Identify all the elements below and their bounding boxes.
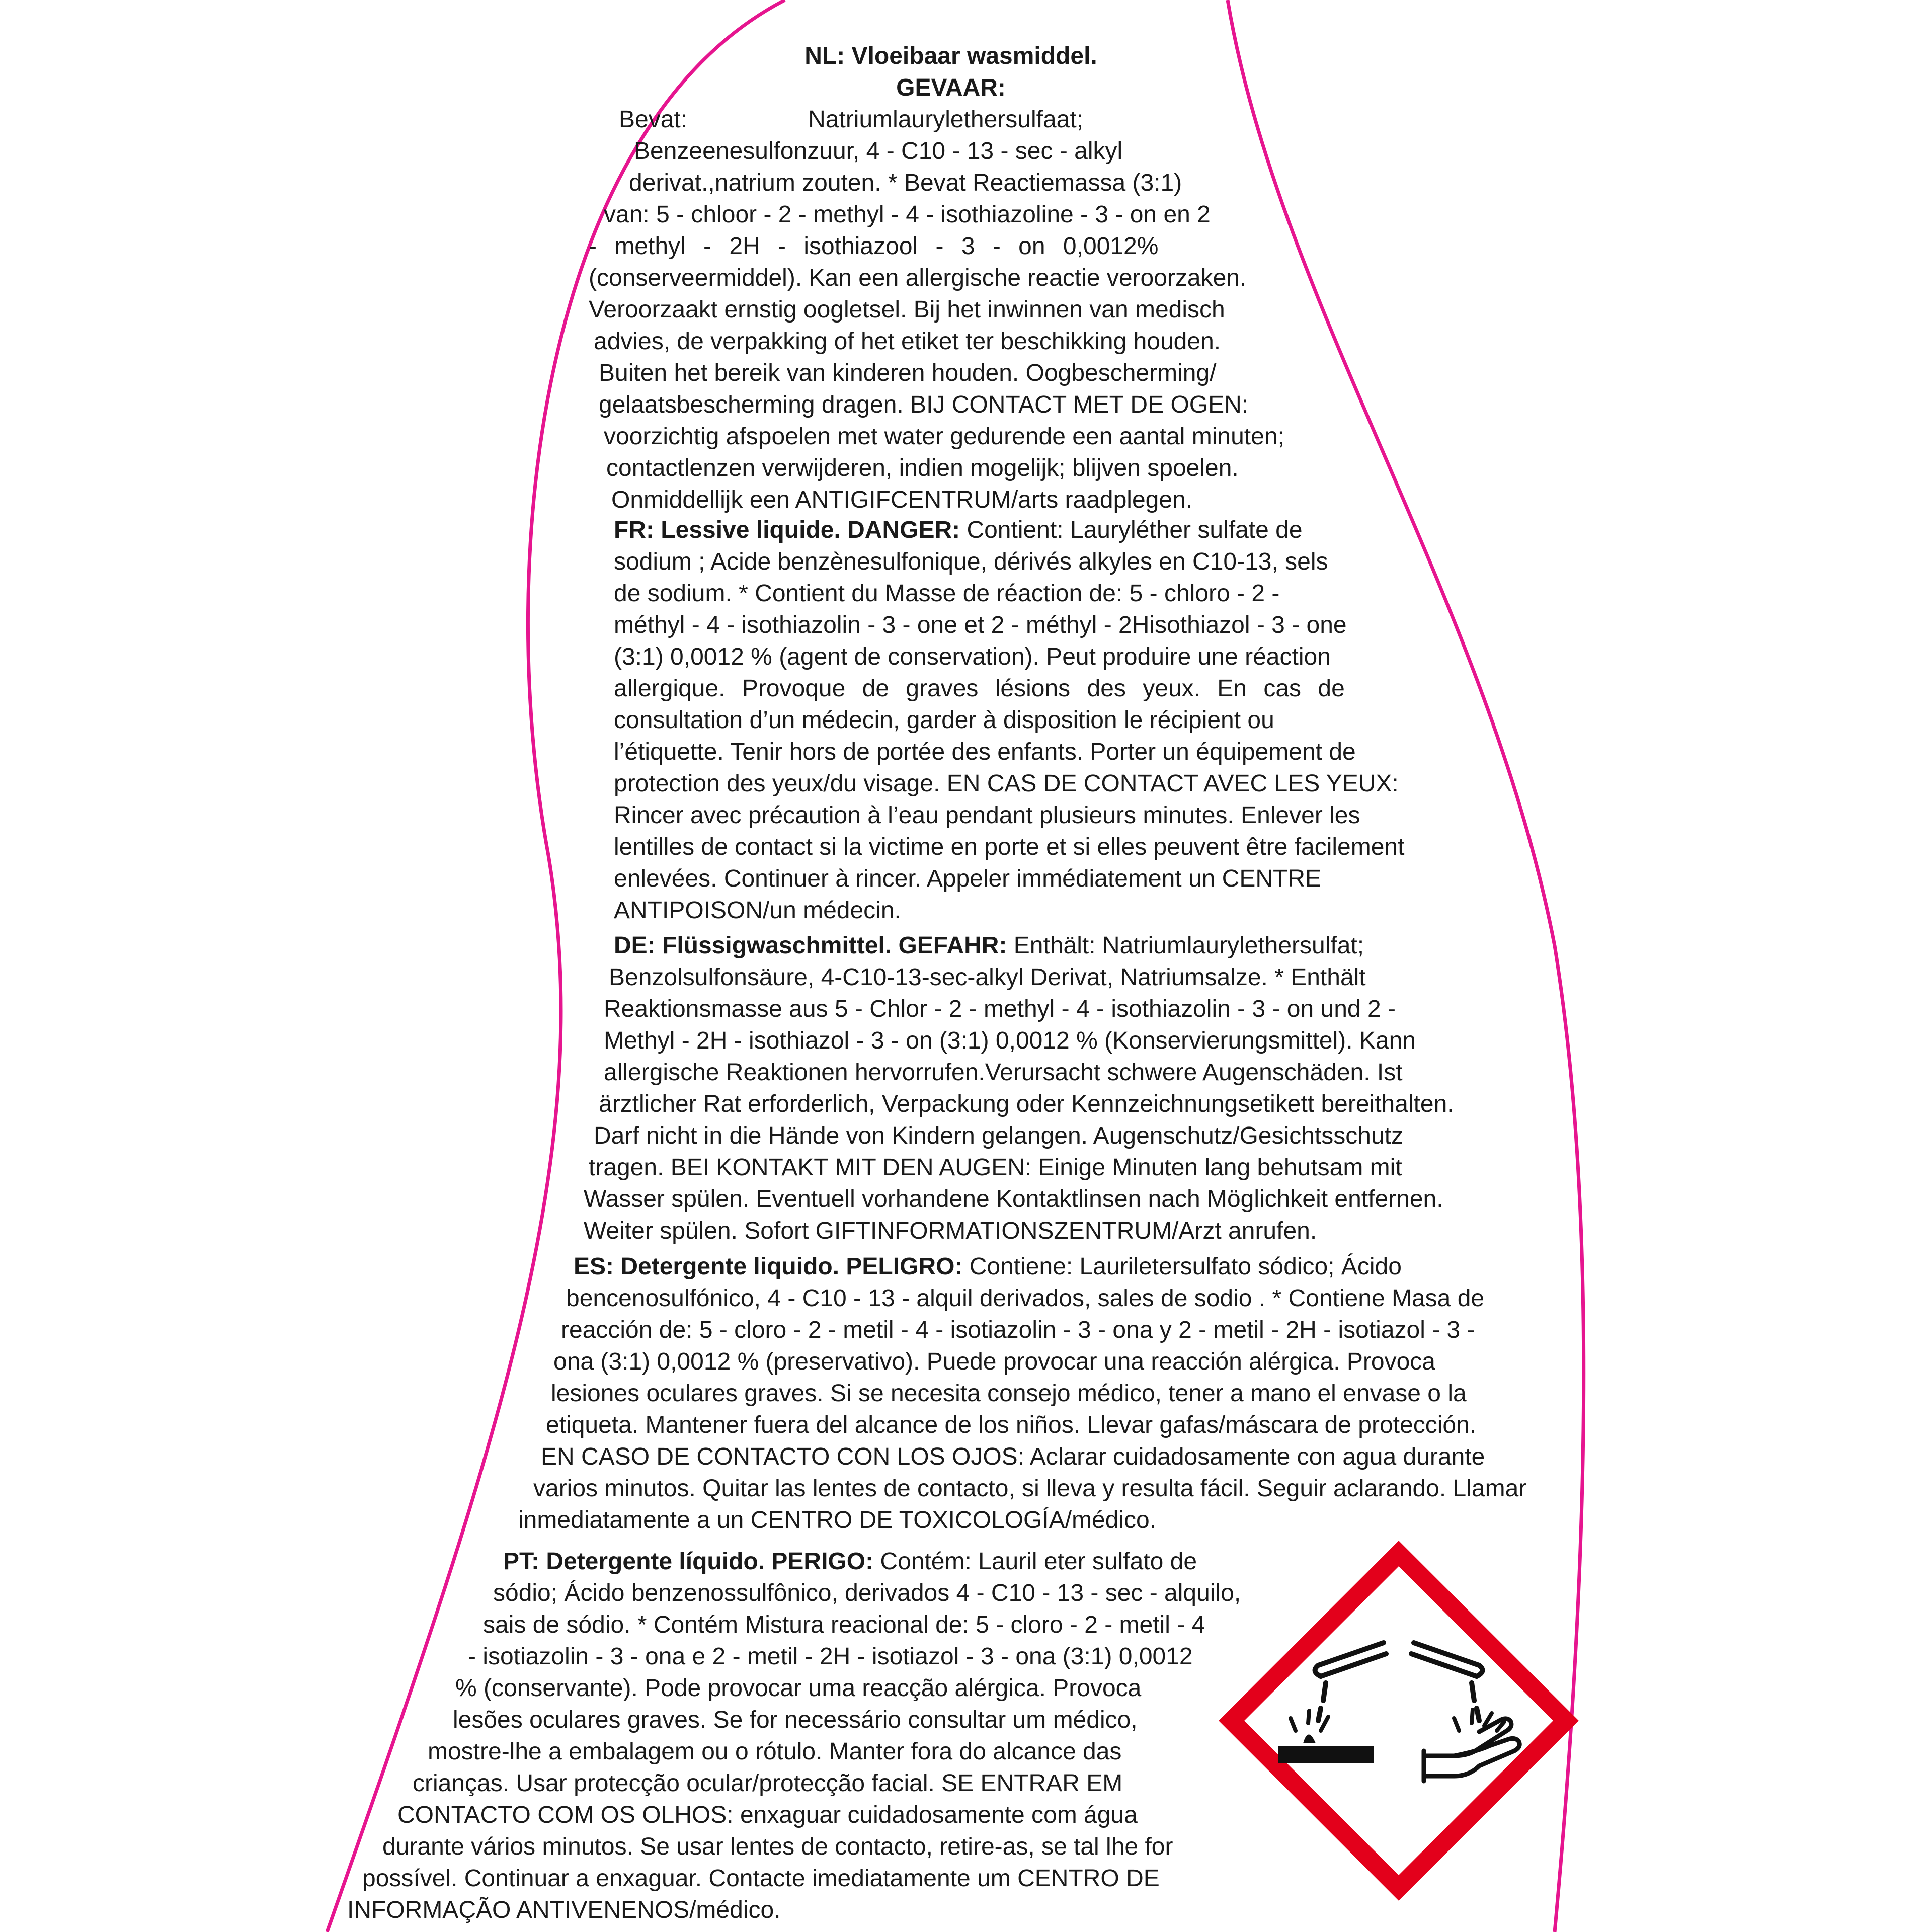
es-heading: ES: Detergente liquido. PELIGRO: (574, 1253, 963, 1280)
section-fr (614, 514, 1479, 926)
de-line: Methyl - 2H - isothiazol - 3 - on (3:1) 0,0012 % (Konservierungsmittel). Kann (604, 1027, 1416, 1054)
de-line: ärztlicher Rat erforderlich, Verpackung oder Kennzeichnungsetikett bereithalten. (599, 1091, 1454, 1117)
de-line: Wasser spülen. Eventuell vorhandene Kontaktlinsen nach Möglichkeit entfernen. (584, 1186, 1443, 1213)
fr-line: l’étiquette. Tenir hors de portée des enfants. Porter un équipement de (614, 739, 1356, 765)
es-line: ona (3:1) 0,0012 % (preservativo). Puede provocar una reacción alérgica. Provoca (553, 1348, 1435, 1375)
pt-first-line-text: Contém: Lauril eter sulfato de (873, 1548, 1197, 1575)
pt-line: possível. Continuar a enxaguar. Contacte imediatamente um CENTRO DE (362, 1865, 1160, 1892)
es-line: varios minutos. Quitar las lentes de contacto, si lleva y resulta fácil. Seguir aclarando. Llamar (533, 1475, 1527, 1502)
ghs05-corrosion-icon (1218, 1540, 1580, 1902)
pt-line: sódio; Ácido benzenossulfônico, derivados 4 - C10 - 13 - sec - alquilo, (493, 1580, 1241, 1606)
nl-line: Bevat: Natriumlaurylethersulfaat; (619, 106, 1084, 133)
pt-heading: PT: Detergente líquido. PERIGO: (503, 1548, 874, 1575)
es-line: inmediatamente a un CENTRO DE TOXICOLOGÍA/médico. (518, 1507, 1157, 1534)
nl-line: Benzeenesulfonzuur, 4 - C10 - 13 - sec - alkyl (634, 138, 1123, 165)
hazard-diamond-border (1232, 1554, 1566, 1888)
es-line: reacción de: 5 - cloro - 2 - metil - 4 - isotiazolin - 3 - ona y 2 - metil - 2H - isotiazol - 3 - (561, 1317, 1475, 1343)
nl-line: contactlenzen verwijderen, indien mogelijk; blijven spoelen. (606, 455, 1239, 481)
de-line: Reaktionsmasse aus 5 - Chlor - 2 - methyl - 4 - isothiazolin - 3 - on und 2 - (604, 996, 1396, 1022)
nl-danger: GEVAAR: (896, 74, 1006, 101)
nl-line: Onmiddellijk een ANTIGIFCENTRUM/arts raadplegen. (611, 487, 1193, 513)
fr-heading: FR: Lessive liquide. DANGER: (614, 517, 960, 543)
de-line: Weiter spülen. Sofort GIFTINFORMATIONSZENTRUM/Arzt anrufen. (584, 1218, 1317, 1244)
pt-line: % (conservante). Pode provocar uma reacção alérgica. Provoca (455, 1675, 1142, 1702)
section-de (584, 930, 1535, 1247)
pt-line: crianças. Usar protecção ocular/protecção facial. SE ENTRAR EM (413, 1770, 1123, 1797)
de-first-line (584, 930, 1535, 961)
de-line: Darf nicht in die Hände von Kindern gelangen. Augenschutz/Gesichtsschutz (594, 1122, 1403, 1149)
de-heading: DE: Flüssigwaschmittel. GEFAHR: (614, 932, 1007, 959)
fr-line: Rincer avec précaution à l’eau pendant plusieurs minutes. Enlever les (614, 802, 1360, 829)
de-first-line-text: Enthält: Natriumlaurylethersulfat; (1007, 932, 1364, 959)
nl-line: - methyl - 2H - isothiazool - 3 - on 0,0012% (589, 233, 1159, 260)
nl-line: voorzichtig afspoelen met water gedurende een aantal minuten; (604, 423, 1284, 450)
fr-line: consultation d’un médecin, garder à disposition le récipient ou (614, 707, 1274, 734)
fr-line: ANTIPOISON/un médecin. (614, 897, 901, 924)
es-line: etiqueta. Mantener fuera del alcance de los niños. Llevar gafas/máscara de protección. (546, 1412, 1477, 1438)
pt-line: sais de sódio. * Contém Mistura reacional de: 5 - cloro - 2 - metil - 4 (483, 1612, 1205, 1638)
fr-line: (3:1) 0,0012 % (agent de conservation). Peut produire une réaction (614, 643, 1331, 670)
es-first-line (518, 1251, 1575, 1282)
fr-line: de sodium. * Contient du Masse de réaction de: 5 - chloro - 2 - (614, 580, 1280, 607)
section-nl (558, 40, 1343, 516)
es-line: EN CASO DE CONTACTO CON LOS OJOS: Aclarar cuidadosamente con agua durante (541, 1443, 1485, 1470)
nl-line: Veroorzaakt ernstig oogletsel. Bij het inwinnen van medisch (589, 296, 1225, 323)
nl-line: Buiten het bereik van kinderen houden. Oogbescherming/ (599, 360, 1217, 386)
fr-line: lentilles de contact si la victime en porte et si elles peuvent être facilement (614, 834, 1405, 860)
nl-line: (conserveermiddel). Kan een allergische reactie veroorzaken. (589, 265, 1247, 291)
nl-line: van: 5 - chloor - 2 - methyl - 4 - isothiazoline - 3 - on en 2 (604, 201, 1211, 228)
de-line: tragen. BEI KONTAKT MIT DEN AUGEN: Einige Minuten lang behutsam mit (589, 1154, 1402, 1181)
fr-line: méthyl - 4 - isothiazolin - 3 - one et 2 - méthyl - 2Hisothiazol - 3 - one (614, 612, 1347, 638)
pt-line: mostre-lhe a embalagem ou o rótulo. Manter fora do alcance das (428, 1738, 1122, 1765)
nl-line: advies, de verpakking of het etiket ter beschikking houden. (594, 328, 1221, 355)
fr-line: allergique. Provoque de graves lésions des yeux. En cas de (614, 675, 1345, 702)
es-first-line-text: Contiene: Lauriletersulfato sódico; Ácido (962, 1253, 1402, 1280)
nl-title: NL: Vloeibaar wasmiddel. (804, 43, 1097, 69)
fr-line: enlevées. Continuer à rincer. Appeler immédiatement un CENTRE (614, 865, 1322, 892)
pt-line: CONTACTO COM OS OLHOS: enxaguar cuidadosamente com água (397, 1802, 1138, 1828)
fr-line: sodium ; Acide benzènesulfonique, dérivés alkyles en C10-13, sels (614, 548, 1328, 575)
nl-line: gelaatsbescherming dragen. BIJ CONTACT MET DE OGEN: (599, 391, 1249, 418)
pt-first-line (347, 1546, 1328, 1577)
pt-line: lesões oculares graves. Se for necessário consultar um médico, (453, 1707, 1138, 1733)
fr-first-line-text: Contient: Lauryléther sulfate de (960, 517, 1303, 543)
pt-line: INFORMAÇÃO ANTIVENENOS/médico. (347, 1897, 781, 1923)
es-line: bencenosulfónico, 4 - C10 - 13 - alquil derivados, sales de sodio . * Contiene Masa de (566, 1285, 1485, 1312)
de-line: Benzolsulfonsäure, 4-C10-13-sec-alkyl Derivat, Natriumsalze. * Enthält (609, 964, 1366, 991)
section-pt (347, 1546, 1328, 1926)
pt-line: durante vários minutos. Se usar lentes de contacto, retire-as, se tal lhe for (382, 1833, 1173, 1860)
fr-first-line (614, 514, 1479, 546)
section-es (518, 1251, 1575, 1536)
de-line: allergische Reaktionen hervorrufen.Verursacht schwere Augenschäden. Ist (604, 1059, 1403, 1086)
es-line: lesiones oculares graves. Si se necesita consejo médico, tener a mano el envase o la (551, 1380, 1467, 1407)
fr-line: protection des yeux/du visage. EN CAS DE CONTACT AVEC LES YEUX: (614, 770, 1399, 797)
nl-line: derivat.,natrium zouten. * Bevat Reactiemassa (3:1) (629, 170, 1182, 196)
pt-line: - isotiazolin - 3 - ona e 2 - metil - 2H - isotiazol - 3 - ona (3:1) 0,0012 (468, 1643, 1193, 1670)
